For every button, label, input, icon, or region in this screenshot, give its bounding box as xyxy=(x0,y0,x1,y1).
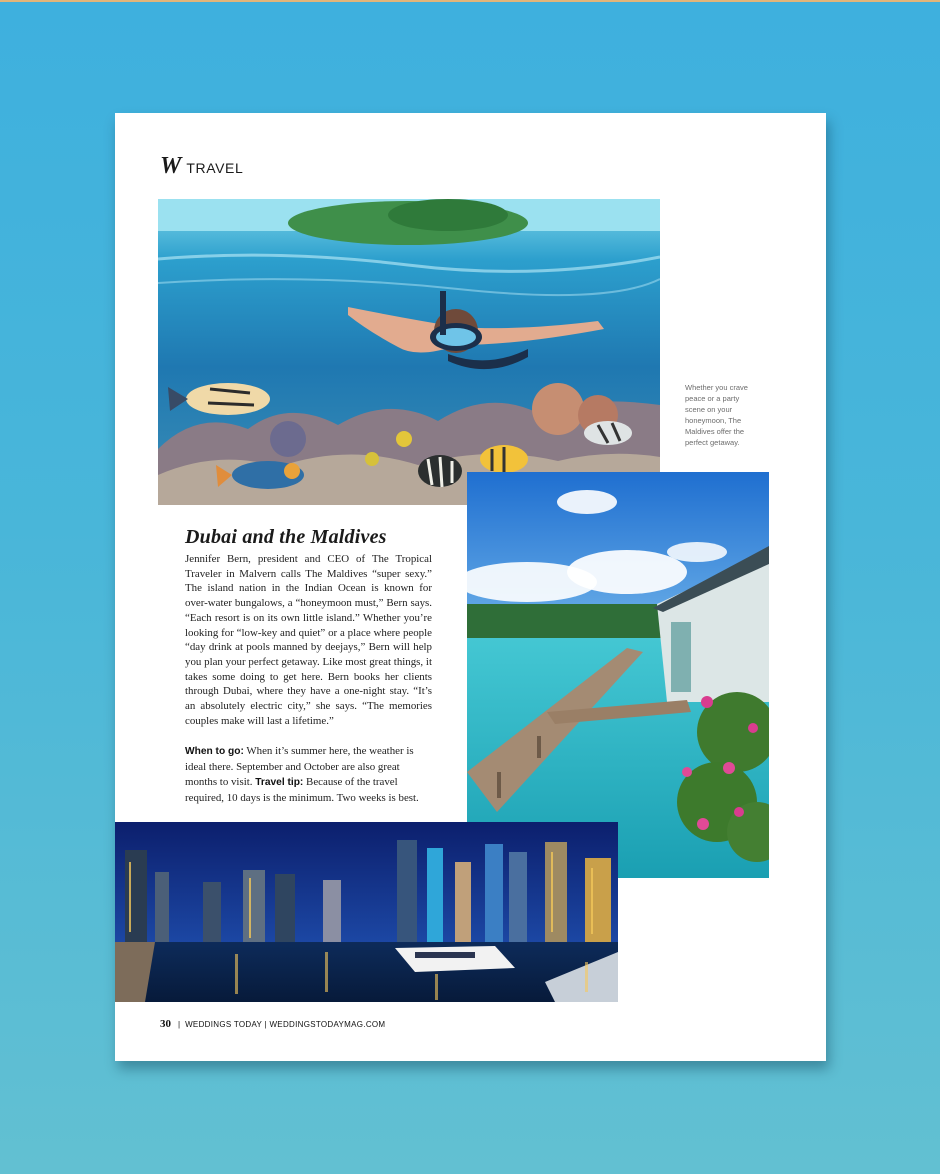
top-accent-line xyxy=(0,0,940,2)
when-to-go-text: When it’s summer here, the weather is ideal there. September and October are also great months to visit. xyxy=(185,745,414,788)
travel-info xyxy=(185,744,432,805)
snorkeling-photo xyxy=(158,199,660,505)
photo-caption: Whether you crave peace or a party scene on your honeymoon, The Maldives offer the perfect getaway. xyxy=(685,383,748,447)
magazine-page xyxy=(115,113,826,1061)
footer-divider: | xyxy=(178,1020,181,1029)
overwater-villas-photo xyxy=(467,472,769,878)
when-to-go-label: When to go: xyxy=(185,746,244,758)
section-label: TRAVEL xyxy=(186,160,244,176)
article-body: Jennifer Bern, president and CEO of The Tropical Traveler in Malvern calls The Maldives “super sexy.” The island nation in the Indian Ocean is known for over-water bungalows, a “honeymoon must,” Bern says. “Each resort is on its own little island.” Whether you’re looking for “low-key and quiet” or a place where people “day drink at pools manned by deejays,” Bern will help you plan your perfect getaway. Like most great things, it takes some doing to get here. Bern books her clients through Dubai, where they have a one-night stay. “It’s an absolutely electric city,” she says. “The memories couples make will last a lifetime.” xyxy=(185,553,432,727)
page-footer xyxy=(160,1018,385,1030)
travel-tip-text: Because of the travel required, 10 days is the minimum. Two weeks is best. xyxy=(185,775,419,804)
section-logo: W xyxy=(160,153,182,179)
article xyxy=(185,526,432,805)
page-number: 30 xyxy=(160,1018,171,1030)
section-header xyxy=(160,153,243,180)
article-title: Dubai and the Maldives xyxy=(185,526,387,548)
footer-publication: WEDDINGS TODAY | WEDDINGSTODAYMAG.COM xyxy=(185,1020,386,1029)
dubai-skyline-photo xyxy=(115,822,618,1002)
travel-tip-label: Travel tip: xyxy=(255,776,304,788)
